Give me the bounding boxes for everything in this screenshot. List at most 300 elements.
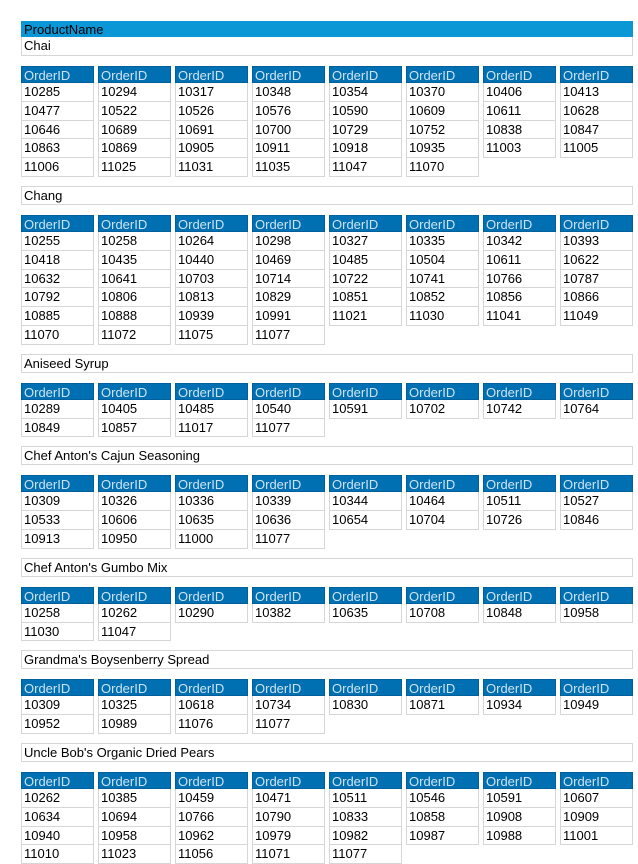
order-id-cell: 11070 (21, 326, 94, 345)
order-id-cell: 10851 (329, 288, 402, 307)
order-id-cell: 10939 (175, 307, 248, 326)
order-id-cell: 10264 (175, 232, 248, 251)
order-id-cell: 11001 (560, 827, 633, 846)
order-id-cell: 10590 (329, 102, 402, 121)
order-id-cell: 10654 (329, 511, 402, 530)
order-id-header: OrderID (175, 772, 248, 789)
order-id-header: OrderID (406, 383, 479, 400)
order-id-cell: 11072 (98, 326, 171, 345)
order-id-header: OrderID (175, 215, 248, 232)
product-name: Uncle Bob's Organic Dried Pears (21, 743, 633, 762)
order-id-header: OrderID (175, 679, 248, 696)
order-id-cell: 10869 (98, 139, 171, 158)
order-id-cell: 11070 (406, 158, 479, 177)
order-id-cell: 10309 (21, 696, 94, 715)
order-id-cell: 10634 (21, 808, 94, 827)
order-id-cell: 10806 (98, 288, 171, 307)
group-spacer (21, 345, 633, 354)
order-id-cell: 11030 (21, 623, 94, 642)
order-id-header: OrderID (329, 383, 402, 400)
order-id-column (406, 587, 479, 642)
order-id-columns (21, 587, 633, 642)
order-id-cell: 10940 (21, 827, 94, 846)
order-id-cell: 10871 (406, 696, 479, 715)
order-id-header: OrderID (252, 587, 325, 604)
order-id-cell: 10325 (98, 696, 171, 715)
product-name: Chef Anton's Cajun Seasoning (21, 446, 633, 465)
order-id-cell: 11047 (98, 623, 171, 642)
order-id-column (329, 383, 402, 438)
order-id-cell: 10858 (406, 808, 479, 827)
order-id-column (483, 772, 556, 864)
product-group (21, 549, 633, 642)
order-id-column (98, 383, 171, 438)
order-id-column (406, 679, 479, 734)
order-id-column (252, 772, 325, 864)
order-id-cell: 10741 (406, 270, 479, 289)
order-id-cell: 10918 (329, 139, 402, 158)
order-id-cell: 10609 (406, 102, 479, 121)
order-id-cell: 10471 (252, 789, 325, 808)
order-id-cell: 10628 (560, 102, 633, 121)
order-id-cell: 10435 (98, 251, 171, 270)
group-spacer (21, 437, 633, 446)
order-id-cell: 10833 (329, 808, 402, 827)
order-id-header: OrderID (329, 679, 402, 696)
order-id-cell: 10413 (560, 83, 633, 102)
order-id-column (21, 587, 94, 642)
order-id-column (483, 383, 556, 438)
order-id-cell: 10982 (329, 827, 402, 846)
order-id-column (252, 383, 325, 438)
order-id-cell: 10849 (21, 419, 94, 438)
order-id-cell: 10911 (252, 139, 325, 158)
order-id-cell: 10958 (560, 604, 633, 623)
order-id-column (98, 772, 171, 864)
order-id-header: OrderID (252, 772, 325, 789)
order-id-cell: 10962 (175, 827, 248, 846)
order-id-header: OrderID (406, 475, 479, 492)
group-spacer (21, 177, 633, 186)
order-id-header: OrderID (560, 587, 633, 604)
order-id-header: OrderID (252, 66, 325, 83)
order-id-cell: 10339 (252, 492, 325, 511)
order-id-cell: 10729 (329, 121, 402, 140)
order-id-cell: 11017 (175, 419, 248, 438)
order-id-header: OrderID (560, 772, 633, 789)
order-id-header: OrderID (98, 679, 171, 696)
order-id-header: OrderID (406, 772, 479, 789)
order-id-cell: 10327 (329, 232, 402, 251)
order-id-cell: 10298 (252, 232, 325, 251)
order-id-column (329, 475, 402, 548)
order-id-cell: 10934 (483, 696, 556, 715)
order-id-cell: 10646 (21, 121, 94, 140)
order-id-header: OrderID (406, 587, 479, 604)
order-id-cell: 11077 (252, 326, 325, 345)
product-name: Chai (21, 37, 633, 56)
order-id-cell: 10636 (252, 511, 325, 530)
order-id-cell: 10641 (98, 270, 171, 289)
order-id-cell: 10790 (252, 808, 325, 827)
order-id-column (252, 66, 325, 177)
order-id-cell: 10691 (175, 121, 248, 140)
order-id-column (175, 679, 248, 734)
order-id-cell: 10979 (252, 827, 325, 846)
order-id-cell: 11005 (560, 139, 633, 158)
order-id-cell: 10714 (252, 270, 325, 289)
order-id-cell: 10262 (21, 789, 94, 808)
order-id-cell: 10591 (329, 400, 402, 419)
order-id-column (329, 215, 402, 345)
order-id-cell: 10440 (175, 251, 248, 270)
order-id-cell: 10813 (175, 288, 248, 307)
order-id-column (175, 383, 248, 438)
order-id-header: OrderID (21, 475, 94, 492)
order-id-column (406, 66, 479, 177)
order-id-cell: 10694 (98, 808, 171, 827)
order-id-header: OrderID (329, 215, 402, 232)
product-groups (21, 37, 633, 864)
order-id-cell: 10702 (406, 400, 479, 419)
order-id-cell: 11010 (21, 845, 94, 864)
order-id-column (560, 66, 633, 177)
order-id-header: OrderID (252, 679, 325, 696)
order-id-column (175, 66, 248, 177)
order-id-cell: 10348 (252, 83, 325, 102)
order-id-cell: 10689 (98, 121, 171, 140)
order-id-cell: 11049 (560, 307, 633, 326)
order-id-column (560, 215, 633, 345)
order-id-column (175, 215, 248, 345)
order-id-columns (21, 679, 633, 734)
order-id-cell: 10285 (21, 83, 94, 102)
order-id-header: OrderID (483, 66, 556, 83)
order-id-cell: 10838 (483, 121, 556, 140)
order-id-header: OrderID (175, 475, 248, 492)
order-id-header: OrderID (175, 383, 248, 400)
order-id-header: OrderID (560, 383, 633, 400)
product-group (21, 37, 633, 177)
order-id-cell: 10526 (175, 102, 248, 121)
order-id-header: OrderID (483, 215, 556, 232)
order-id-cell: 10469 (252, 251, 325, 270)
product-group (21, 345, 633, 438)
order-id-column (560, 772, 633, 864)
order-id-cell: 11077 (252, 715, 325, 734)
order-id-header: OrderID (483, 679, 556, 696)
order-id-cell: 10611 (483, 102, 556, 121)
order-id-header: OrderID (21, 383, 94, 400)
order-id-column (21, 679, 94, 734)
order-id-header: OrderID (98, 66, 171, 83)
order-id-cell: 10885 (21, 307, 94, 326)
order-id-column (252, 679, 325, 734)
order-id-column (21, 772, 94, 864)
order-id-cell: 10370 (406, 83, 479, 102)
order-id-cell: 10787 (560, 270, 633, 289)
order-id-header: OrderID (21, 679, 94, 696)
order-id-cell: 10290 (175, 604, 248, 623)
order-id-cell: 10708 (406, 604, 479, 623)
order-id-cell: 10857 (98, 419, 171, 438)
product-group (21, 734, 633, 864)
order-id-column (406, 215, 479, 345)
order-id-cell: 11006 (21, 158, 94, 177)
order-id-cell: 10848 (483, 604, 556, 623)
order-id-column (98, 679, 171, 734)
order-id-cell: 10418 (21, 251, 94, 270)
order-id-cell: 10382 (252, 604, 325, 623)
order-id-cell: 10533 (21, 511, 94, 530)
order-id-cell: 10504 (406, 251, 479, 270)
order-id-column (560, 475, 633, 548)
order-id-cell: 11021 (329, 307, 402, 326)
order-id-column (98, 66, 171, 177)
order-id-column (483, 215, 556, 345)
order-id-cell: 10354 (329, 83, 402, 102)
order-id-cell: 10846 (560, 511, 633, 530)
order-id-cell: 11071 (252, 845, 325, 864)
order-id-cell: 10622 (560, 251, 633, 270)
order-id-cell: 10908 (483, 808, 556, 827)
group-spacer (21, 641, 633, 650)
order-id-column (560, 383, 633, 438)
order-id-header: OrderID (560, 475, 633, 492)
order-id-column (329, 587, 402, 642)
order-id-cell: 10856 (483, 288, 556, 307)
order-id-cell: 10752 (406, 121, 479, 140)
order-id-cell: 10258 (98, 232, 171, 251)
order-id-column (252, 587, 325, 642)
order-id-header: OrderID (406, 66, 479, 83)
product-name-column-header: ProductName (21, 21, 633, 37)
order-id-cell: 10522 (98, 102, 171, 121)
order-id-cell: 10635 (175, 511, 248, 530)
order-id-cell: 11030 (406, 307, 479, 326)
product-name: Chef Anton's Gumbo Mix (21, 558, 633, 577)
order-id-header: OrderID (329, 475, 402, 492)
order-id-cell: 11035 (252, 158, 325, 177)
order-id-header: OrderID (98, 587, 171, 604)
order-id-column (329, 66, 402, 177)
order-id-header: OrderID (483, 475, 556, 492)
order-id-cell: 10294 (98, 83, 171, 102)
product-name: Chang (21, 186, 633, 205)
report (21, 21, 633, 864)
order-id-cell: 10618 (175, 696, 248, 715)
order-id-cell: 10477 (21, 102, 94, 121)
order-id-column (560, 587, 633, 642)
order-id-cell: 10991 (252, 307, 325, 326)
order-id-header: OrderID (175, 66, 248, 83)
order-id-cell: 10913 (21, 530, 94, 549)
order-id-column (21, 475, 94, 548)
order-id-header: OrderID (21, 66, 94, 83)
order-id-header: OrderID (483, 772, 556, 789)
order-id-cell: 10464 (406, 492, 479, 511)
order-id-header: OrderID (21, 772, 94, 789)
order-id-cell: 10546 (406, 789, 479, 808)
order-id-column (252, 215, 325, 345)
order-id-cell: 10958 (98, 827, 171, 846)
order-id-cell: 10485 (175, 400, 248, 419)
order-id-column (98, 475, 171, 548)
order-id-cell: 10635 (329, 604, 402, 623)
order-id-header: OrderID (98, 215, 171, 232)
order-id-cell: 11000 (175, 530, 248, 549)
order-id-cell: 10989 (98, 715, 171, 734)
order-id-cell: 10766 (175, 808, 248, 827)
order-id-cell: 10935 (406, 139, 479, 158)
order-id-cell: 10527 (560, 492, 633, 511)
order-id-cell: 10987 (406, 827, 479, 846)
order-id-cell: 10336 (175, 492, 248, 511)
order-id-cell: 10385 (98, 789, 171, 808)
order-id-cell: 11023 (98, 845, 171, 864)
order-id-cell: 11077 (252, 530, 325, 549)
order-id-cell: 10335 (406, 232, 479, 251)
order-id-header: OrderID (329, 66, 402, 83)
order-id-column (483, 475, 556, 548)
order-id-cell: 10830 (329, 696, 402, 715)
order-id-cell: 10606 (98, 511, 171, 530)
order-id-header: OrderID (21, 587, 94, 604)
order-id-cell: 11056 (175, 845, 248, 864)
order-id-cell: 11075 (175, 326, 248, 345)
order-id-cell: 10326 (98, 492, 171, 511)
order-id-cell: 10742 (483, 400, 556, 419)
order-id-cell: 10726 (483, 511, 556, 530)
order-id-cell: 11003 (483, 139, 556, 158)
order-id-header: OrderID (98, 383, 171, 400)
order-id-cell: 10863 (21, 139, 94, 158)
order-id-cell: 10262 (98, 604, 171, 623)
order-id-column (175, 587, 248, 642)
order-id-header: OrderID (560, 66, 633, 83)
order-id-cell: 10611 (483, 251, 556, 270)
order-id-cell: 10289 (21, 400, 94, 419)
order-id-header: OrderID (329, 772, 402, 789)
order-id-cell: 10792 (21, 288, 94, 307)
order-id-column (329, 772, 402, 864)
order-id-cell: 10847 (560, 121, 633, 140)
order-id-column (21, 215, 94, 345)
order-id-column (483, 587, 556, 642)
order-id-cell: 10852 (406, 288, 479, 307)
order-id-column (406, 383, 479, 438)
order-id-header: OrderID (560, 679, 633, 696)
order-id-column (560, 679, 633, 734)
order-id-cell: 10309 (21, 492, 94, 511)
product-name: Grandma's Boysenberry Spread (21, 650, 633, 669)
order-id-cell: 10734 (252, 696, 325, 715)
order-id-column (483, 66, 556, 177)
group-spacer (21, 734, 633, 743)
order-id-cell: 10405 (98, 400, 171, 419)
order-id-cell: 10764 (560, 400, 633, 419)
order-id-cell: 10704 (406, 511, 479, 530)
order-id-column (21, 383, 94, 438)
order-id-header: OrderID (98, 772, 171, 789)
order-id-header: OrderID (483, 587, 556, 604)
order-id-cell: 10344 (329, 492, 402, 511)
order-id-cell: 10511 (329, 789, 402, 808)
order-id-cell: 10766 (483, 270, 556, 289)
order-id-column (406, 475, 479, 548)
order-id-cell: 10317 (175, 83, 248, 102)
order-id-header: OrderID (252, 475, 325, 492)
order-id-cell: 10722 (329, 270, 402, 289)
order-id-columns (21, 215, 633, 345)
order-id-column (175, 475, 248, 548)
order-id-columns (21, 475, 633, 548)
order-id-cell: 11031 (175, 158, 248, 177)
order-id-cell: 10988 (483, 827, 556, 846)
order-id-cell: 10909 (560, 808, 633, 827)
order-id-columns (21, 383, 633, 438)
order-id-column (175, 772, 248, 864)
order-id-column (98, 215, 171, 345)
order-id-cell: 10591 (483, 789, 556, 808)
product-name: Aniseed Syrup (21, 354, 633, 373)
order-id-cell: 10866 (560, 288, 633, 307)
order-id-cell: 11041 (483, 307, 556, 326)
order-id-column (483, 679, 556, 734)
product-group (21, 437, 633, 548)
order-id-cell: 10485 (329, 251, 402, 270)
order-id-column (252, 475, 325, 548)
order-id-cell: 10700 (252, 121, 325, 140)
order-id-header: OrderID (483, 383, 556, 400)
order-id-cell: 11025 (98, 158, 171, 177)
order-id-header: OrderID (175, 587, 248, 604)
order-id-cell: 10255 (21, 232, 94, 251)
order-id-cell: 10888 (98, 307, 171, 326)
order-id-header: OrderID (98, 475, 171, 492)
order-id-cell: 10703 (175, 270, 248, 289)
order-id-column (21, 66, 94, 177)
order-id-cell: 10511 (483, 492, 556, 511)
product-group (21, 177, 633, 345)
order-id-cell: 10950 (98, 530, 171, 549)
order-id-cell: 10393 (560, 232, 633, 251)
order-id-cell: 10952 (21, 715, 94, 734)
order-id-header: OrderID (21, 215, 94, 232)
order-id-cell: 10632 (21, 270, 94, 289)
order-id-cell: 10406 (483, 83, 556, 102)
order-id-cell: 10949 (560, 696, 633, 715)
order-id-column (406, 772, 479, 864)
order-id-header: OrderID (560, 215, 633, 232)
order-id-header: OrderID (329, 587, 402, 604)
order-id-cell: 10258 (21, 604, 94, 623)
order-id-cell: 10607 (560, 789, 633, 808)
order-id-columns (21, 66, 633, 177)
product-group (21, 641, 633, 734)
order-id-cell: 10459 (175, 789, 248, 808)
order-id-cell: 10540 (252, 400, 325, 419)
order-id-cell: 11076 (175, 715, 248, 734)
order-id-header: OrderID (406, 215, 479, 232)
order-id-cell: 10829 (252, 288, 325, 307)
order-id-header: OrderID (406, 679, 479, 696)
order-id-column (98, 587, 171, 642)
order-id-cell: 10576 (252, 102, 325, 121)
order-id-cell: 10342 (483, 232, 556, 251)
order-id-cell: 11077 (329, 845, 402, 864)
order-id-columns (21, 772, 633, 864)
